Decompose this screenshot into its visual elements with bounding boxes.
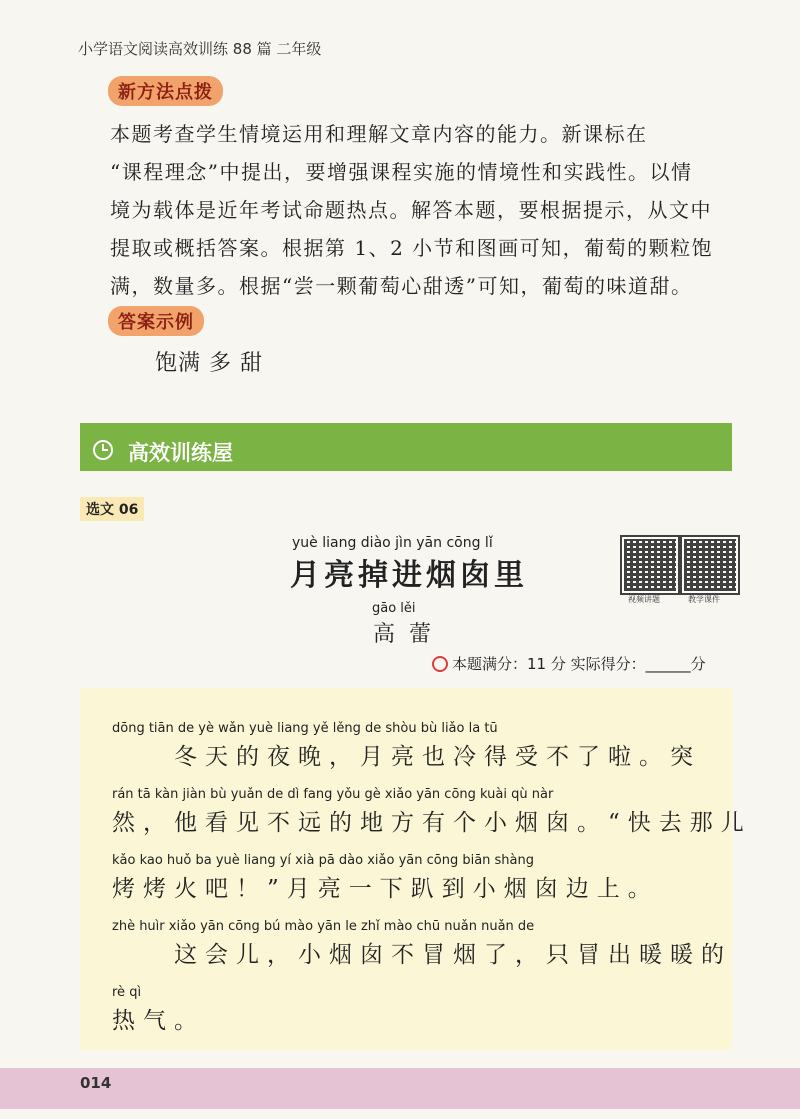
qr-label: 视频讲题: [628, 595, 660, 604]
selection-label: 选文 06: [80, 497, 144, 521]
timer-icon: [432, 656, 448, 672]
qr-code-video[interactable]: [622, 537, 678, 593]
line-pinyin: kǎo kao huǒ ba yuè liang yí xià pā dào xiǎo yān cōng biān shàng: [112, 853, 535, 868]
score-line: 本题满分：11 分 实际得分：______分: [452, 655, 706, 673]
line-pinyin: dōng tiān de yè wǎn yuè liang yě lěng de shòu bù liǎo la tū: [112, 721, 498, 736]
clock-icon: [93, 440, 113, 460]
story-line: 这会儿，小烟囱不冒烟了，只冒出暖暖的: [112, 942, 732, 968]
story-title: 月亮掉进烟囱里: [290, 558, 528, 593]
method-line: 提取或概括答案。根据第 1、2 小节和图画可知，葡萄的颗粒饱: [110, 236, 714, 260]
author-pinyin: gāo lěi: [372, 601, 416, 616]
page-header: 小学语文阅读高效训练 88 篇 二年级: [78, 40, 322, 58]
page-number: 014: [80, 1074, 112, 1092]
method-line: 满，数量多。根据“尝一颗葡萄心甜透”可知，葡萄的味道甜。: [110, 274, 693, 298]
answer-label: 答案示例: [108, 306, 204, 336]
qr-code-courseware[interactable]: [682, 537, 738, 593]
story-line: 然，他看见不远的地方有个小烟囱。“快去那儿: [112, 810, 752, 836]
method-line: “课程理念”中提出，要增强课程实施的情境性和实践性。以情: [110, 160, 693, 184]
method-line: 境为载体是近年考试命题热点。解答本题，要根据提示，从文中: [110, 198, 712, 222]
story-author: 高蕾: [373, 622, 446, 647]
story-line: 烤烤火吧！”月亮一下趴到小烟囱边上。: [112, 876, 659, 902]
method-label: 新方法点拨: [108, 76, 223, 106]
story-line: 冬天的夜晚，月亮也冷得受不了啦。突: [112, 744, 701, 770]
method-line: 本题考查学生情境运用和理解文章内容的能力。新课标在: [110, 122, 648, 146]
answer-text: 饱满 多 甜: [155, 351, 263, 376]
story-line: 热气。: [112, 1008, 205, 1034]
title-pinyin: yuè liang diào jìn yān cōng lǐ: [292, 535, 493, 551]
line-pinyin: rán tā kàn jiàn bù yuǎn de dì fang yǒu gè xiǎo yān cōng kuài qù nàr: [112, 787, 554, 802]
line-pinyin: rè qì: [112, 985, 142, 1000]
line-pinyin: zhè huìr xiǎo yān cōng bú mào yān le zhǐ mào chū nuǎn nuǎn de: [112, 919, 535, 934]
section-title: 高效训练屋: [128, 441, 233, 465]
page-footer: [0, 1068, 800, 1109]
qr-label: 教学课件: [688, 595, 720, 604]
